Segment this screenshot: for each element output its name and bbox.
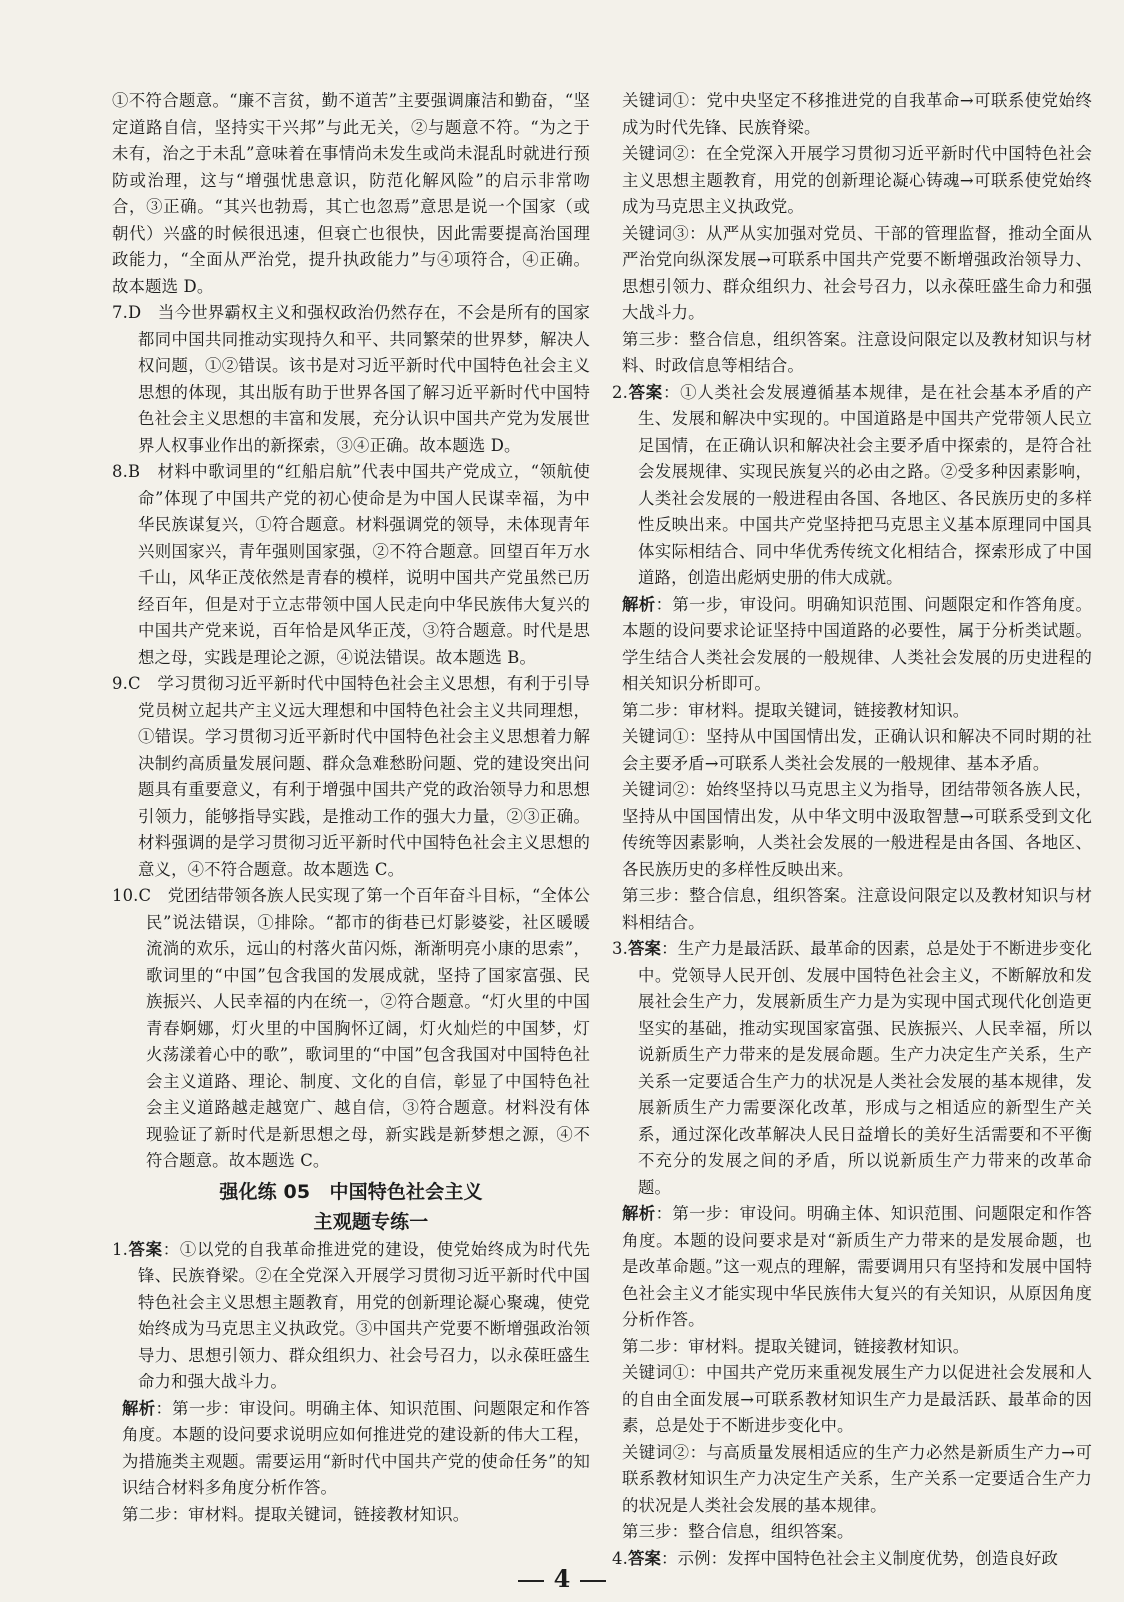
item-number: 2. <box>612 382 628 402</box>
analysis-2 <box>612 592 1092 698</box>
answer-label: 答案 <box>627 939 662 958</box>
analysis-text: ：第一步：审设问。明确主体、知识范围、问题限定和作答角度。本题的设问要求是对“新质生产力带来的是发展命题，也是改革命题。”这一观点的理解，需要调用只有坚持和发展中国特色社会主义才能实现中华民族伟大复兴的有关知识，从原因角度分析作答。 <box>622 1204 1092 1329</box>
answer-label: 答案 <box>127 1239 163 1259</box>
section-subtitle: 主观题专练一 <box>313 1210 429 1233</box>
section-heading <box>112 1177 590 1237</box>
page-footer <box>0 1564 1124 1593</box>
answer-9: 9.C 学习贯彻习近平新时代中国特色社会主义思想，有利于引导党员树立起共产主义远大理想和中国特色社会主义共同理想，①错误。学习贯彻习近平新时代中国特色社会主义思想着力解决制约高质量发展问题、群众急难愁盼问题、党的建设突出问题具有重要意义，有利于增强中国共产党的政治领导力和思想引领力，能够指导实践，是推动工作的强大力量，②③正确。材料强调的是学习贯彻习近平新时代中国特色社会主义思想的意义，④不符合题意。故本题选 C。 <box>112 674 590 879</box>
analysis-2-step3: 第三步：整合信息，组织答案。注意设问限定以及教材知识与材料相结合。 <box>622 886 1092 932</box>
page-number: 4 <box>553 1564 571 1593</box>
analysis-1 <box>112 1396 590 1502</box>
keyword-2: 关键词②：在全党深入开展学习贯彻习近平新时代中国特色社会主义思想主题教育，用党的创新理论凝心铸魂→可联系使党始终成为马克思主义执政党。 <box>622 144 1092 216</box>
subjective-answer-2 <box>612 380 1092 592</box>
answer-6-continuation: ①不符合题意。“廉不言贫，勤不道苦”主要强调廉洁和勤奋，“坚定道路自信，坚持实干兴邦”与此无关，②与题意不符。“为之于未有，治之于未乱”意味着在事情尚未发生或尚未混乱时就进行预防或治理，这与“增强忧患意识，防范化解风险”的启示非常吻合，③正确。“其兴也勃焉，其亡也忽焉”意思是说一个国家（或朝代）兴盛的时候很迅速，但衰亡也很快，因此需要提高治国理政能力，“全面从严治党，提升执政能力”与④项符合，④正确。故本题选 D。 <box>112 91 590 296</box>
analysis-label: 解析 <box>622 1204 656 1223</box>
analysis-label: 解析 <box>122 1398 156 1418</box>
analysis-3-keyword-2: 关键词②：与高质量发展相适应的生产力必然是新质生产力→可联系教材知识生产力决定生产关系，生产关系一定要适合生产力的状况是人类社会发展的基本规律。 <box>622 1442 1092 1515</box>
answer-text: ：示例：发挥中国特色社会主义制度优势，创造良好政 <box>661 1548 1059 1568</box>
analysis-3-step2: 第二步：审材料。提取关键词，链接教材知识。 <box>622 1336 970 1356</box>
analysis-3-keyword-1: 关键词①：中国共产党历来重视发展生产力以促进社会发展和人的自由全面发展→可联系教材知识生产力是最活跃、最革命的因素，总是处于不断进步变化中。 <box>622 1363 1092 1435</box>
analysis-3 <box>612 1201 1092 1334</box>
answer-label: 答案 <box>627 1548 662 1568</box>
left-column <box>112 88 590 1528</box>
analysis-2-keyword-2: 关键词②：始终坚持以马克思主义为指导，团结带领各族人民，坚持从中国国情出发，从中华文明中汲取智慧→可联系受到文化传统等因素影响，人类社会发展的一般进程是由各国、各地区、各民族历史的多样性反映出来。 <box>622 780 1092 879</box>
analysis-3-step3: 第三步：整合信息，组织答案。 <box>622 1522 854 1541</box>
subjective-answer-3 <box>612 936 1092 1201</box>
subjective-answer-1 <box>112 1237 590 1396</box>
answer-8: 8.B 材料中歌词里的“红船启航”代表中国共产党成立，“领航使命”体现了中国共产党的初心使命是为中国人民谋幸福，为中华民族谋复兴，①符合题意。材料强调党的领导，未体现青年兴则国家兴，青年强则国家强，②不符合题意。回望百年万水千山，风华正茂依然是青春的模样，说明中国共产党虽然已历经百年，但是对于立志带领中国人民走向中华民族伟大复兴的中国共产党来说，百年恰是风华正茂，③符合题意。时代是思想之母，实践是理论之源，④说法错误。故本题选 B。 <box>112 462 590 667</box>
analysis-2-keyword-1: 关键词①：坚持从中国国情出发，正确认识和解决不同时期的社会主要矛盾→可联系人类社会发展的一般规律、基本矛盾。 <box>622 727 1092 773</box>
keyword-1: 关键词①：党中央坚定不移推进党的自我革命→可联系使党始终成为时代先锋、民族脊梁。 <box>622 91 1092 137</box>
analysis-label: 解析 <box>622 594 656 614</box>
footer-dash-right <box>580 1580 606 1582</box>
analysis-text: ：第一步：审设问。明确主体、知识范围、问题限定和作答角度。本题的设问要求说明应如何推进党的建设新的伟大工程，为措施类主观题。需要运用“新时代中国共产党的使命任务”的知识结合材料多角度分析作答。 <box>122 1398 590 1497</box>
keyword-3: 关键词③：从严从实加强对党员、干部的管理监督，推动全面从严治党向纵深发展→可联系中国共产党要不断增强政治领导力、思想引领力、群众组织力、社会号召力，以永葆旺盛生命力和强大战斗力。 <box>622 223 1092 322</box>
analysis-2-step2: 第二步：审材料。提取关键词，链接教材知识。 <box>622 700 970 720</box>
section-title: 强化练 05 中国特色社会主义 <box>219 1180 483 1203</box>
answer-10: 10.C 党团结带领各族人民实现了第一个百年奋斗目标，“全体公民”说法错误，①排除。“都市的街巷已灯影婆娑，社区暖暖流淌的欢乐，远山的村落火苗闪烁，渐渐明亮小康的思索”，歌词里的“中国”包含我国的发展成就，坚持了国家富强、民族振兴、人民幸福的内在统一，②符合题意。“灯火里的中国青春婀娜，灯火里的中国胸怀辽阔，灯火灿烂的中国梦，灯火荡漾着心中的歌”，歌词里的“中国”包含我国对中国特色社会主义道路、理论、制度、文化的自信，彰显了中国特色社会主义道路越走越宽广、越自信，③符合题意。材料没有体现验证了新时代是新思想之母，新实践是新梦想之源，④不符合题意。故本题选 C。 <box>112 886 590 1170</box>
analysis-1-step3: 第三步：整合信息，组织答案。注意设问限定以及教材知识与材料、时政信息等相结合。 <box>622 329 1092 375</box>
analysis-text: ：第一步，审设问。明确知识范围、问题限定和作答角度。本题的设问要求论证坚持中国道路的必要性，属于分析类试题。学生结合人类社会发展的一般规律、人类社会发展的历史进程的相关知识分析即可。 <box>622 594 1092 693</box>
answer-text: ：①人类社会发展遵循基本规律，是在社会基本矛盾的产生、发展和解决中实现的。中国道路是中国共产党带领人民立足国情，在正确认识和解决社会主要矛盾中探索的，是符合社会发展规律、实现民族复兴的必由之路。②受多种因素影响，人类社会发展的一般进程由各国、各地区、各民族历史的多样性反映出来。中国共产党坚持把马克思主义基本原理同中国具体实际相结合、同中华优秀传统文化相结合，探索形成了中国道路，创造出彪炳史册的伟大成就。 <box>638 382 1092 587</box>
item-number: 1. <box>112 1239 128 1259</box>
answer-text: ：生产力是最活跃、最革命的因素，总是处于不断进步变化中。党领导人民开创、发展中国特色社会主义，不断解放和发展社会生产力，发展新质生产力是为实现中国式现代化创造更坚实的基础，推动实现国家富强、民族振兴、人民幸福，所以说新质生产力带来的是发展命题。生产力决定生产关系，生产关系一定要适合生产力的状况是人类社会发展的基本规律，发展新质生产力需要深化改革，形成与之相适应的新型生产关系，通过深化改革解决人民日益增长的美好生活需要和不平衡不充分的发展之间的矛盾，所以说新质生产力带来的改革命题。 <box>638 939 1092 1197</box>
answer-label: 答案 <box>627 382 663 402</box>
analysis-1-step2: 第二步：审材料。提取关键词，链接教材知识。 <box>122 1504 470 1524</box>
item-number: 4. <box>612 1548 628 1568</box>
item-number: 3. <box>612 939 628 958</box>
answer-text: ：①以党的自我革命推进党的建设，使党始终成为时代先锋、民族脊梁。②在全党深入开展学习贯彻习近平新时代中国特色社会主义思想主题教育，用党的创新理论凝心聚魂，使党始终成为马克思主义执政党。③中国共产党要不断增强政治领导力、思想引领力、群众组织力、社会号召力，以永葆旺盛生命力和强大战斗力。 <box>138 1239 590 1391</box>
answer-7: 7.D 当今世界霸权主义和强权政治仍然存在，不会是所有的国家都同中国共同推动实现持久和平、共同繁荣的世界梦，解决人权问题，①②错误。该书是对习近平新时代中国特色社会主义思想的体现，其出版有助于世界各国了解习近平新时代中国特色社会主义思想的丰富和发展，充分认识中国共产党为发展世界人权事业作出的新探索，③④正确。故本题选 D。 <box>112 303 590 455</box>
right-column <box>612 88 1092 1572</box>
footer-dash-left <box>518 1580 544 1582</box>
